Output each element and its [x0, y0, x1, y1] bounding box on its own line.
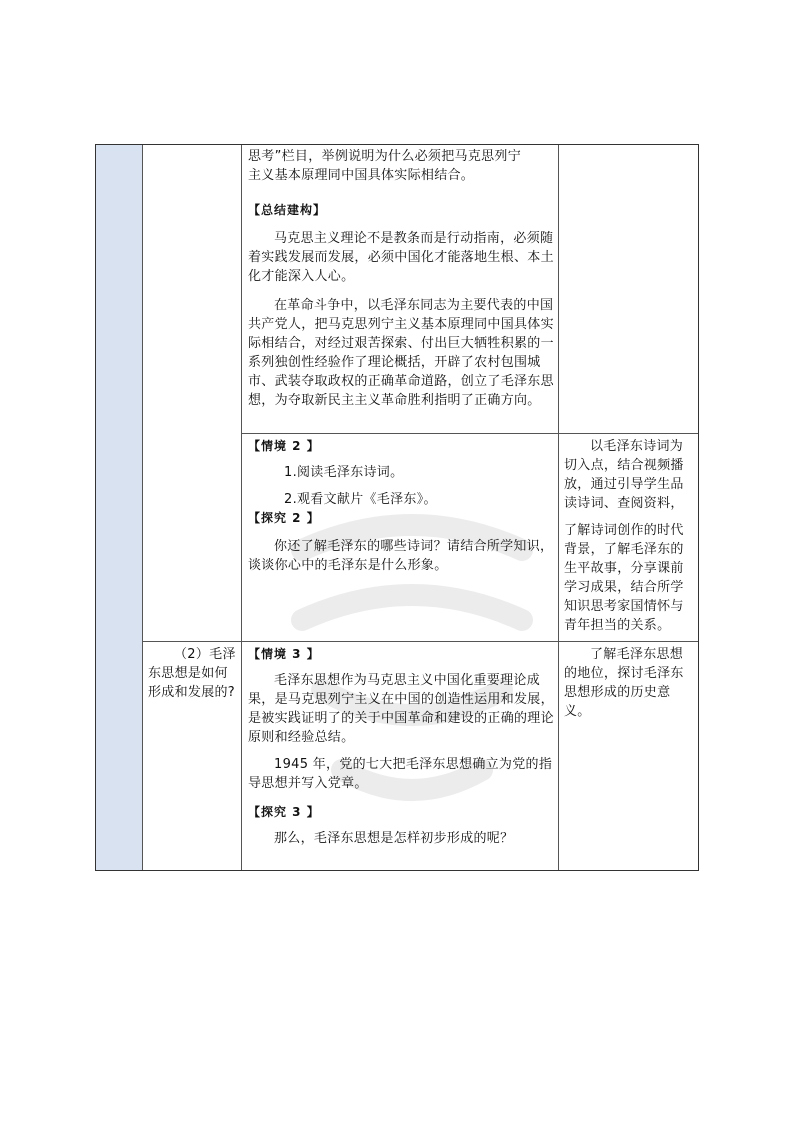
lesson-plan-table — [95, 144, 699, 871]
design-paragraph: 了解毛泽东思想的地位，探讨毛泽东思想形成的历史意义。 — [564, 647, 684, 719]
column-divider — [558, 145, 559, 870]
explore-tag: 【探究 2 】 — [248, 511, 320, 525]
situation-tag: 【情境 2 】 — [248, 439, 320, 453]
summary-tag: 【总结建构】 — [248, 203, 327, 217]
situation-tag: 【情境 3 】 — [248, 647, 320, 661]
side-shaded-column — [96, 145, 142, 870]
explore-tag: 【探究 3 】 — [248, 805, 320, 819]
row-divider — [142, 641, 698, 642]
summary-paragraph: 在革命斗争中，以毛泽东同志为主要代表的中国共产党人，把马克思列宁主义基本原理同中国具体实际相结合，对经过艰苦探索、付出巨大牺牲积累的一系列独创性经验作了理论概括，开辟了农村包围城市、武装夺取政权的正确革命道路，创立了毛泽东思想，为夺取新民主主义革命胜利指明了正确方向。 — [248, 298, 554, 408]
row2-design-cell — [564, 437, 696, 635]
row3-content-cell — [248, 645, 556, 848]
content-line: 思考”栏目，举例说明为什么必须把马克思列宁 — [248, 149, 522, 164]
section-question: （2）毛泽东思想是如何形成和发展的? — [148, 647, 236, 700]
situation-paragraph: 毛泽东思想作为马克思主义中国化重要理论成果，是马克思列宁主义在中国的创造性运用和发展，是被实践证明了的关于中国革命和建设的正确的理论原则和经验总结。 — [248, 673, 554, 745]
situation-paragraph: 1945 年，党的七大把毛泽东思想确立为党的指导思想并写入党章。 — [248, 757, 553, 791]
row3-design-cell — [564, 645, 696, 721]
row1-content-cell — [248, 147, 556, 410]
situation-item: 2.观看文献片《毛泽东》。 — [284, 492, 437, 507]
column-divider — [142, 145, 143, 870]
row3-question-cell — [148, 645, 238, 702]
explore-question: 那么，毛泽东思想是怎样初步形成的呢？ — [274, 831, 514, 846]
content-line: 主义基本原理同中国具体实际相结合。 — [248, 168, 475, 183]
row2-content-cell — [248, 437, 556, 575]
summary-paragraph: 马克思主义理论不是教条而是行动指南，必须随着实践发展而发展，必须中国化才能落地生根、本土化才能深入人心。 — [248, 231, 554, 284]
design-paragraph: 了解诗词创作的时代背景，了解毛泽东的生平故事，分享课前学习成果，结合所学知识思考家国情怀与青年担当的关系。 — [564, 523, 684, 633]
row-divider — [241, 433, 698, 434]
design-paragraph: 以毛泽东诗词为切入点，结合视频播放，通过引导学生品读诗词、查阅资料， — [564, 439, 684, 511]
explore-question: 你还了解毛泽东的哪些诗词？请结合所学知识，谈谈你心中的毛泽东是什么形象。 — [248, 539, 554, 573]
column-divider — [241, 145, 242, 870]
situation-item: 1.阅读毛泽东诗词。 — [284, 465, 404, 480]
